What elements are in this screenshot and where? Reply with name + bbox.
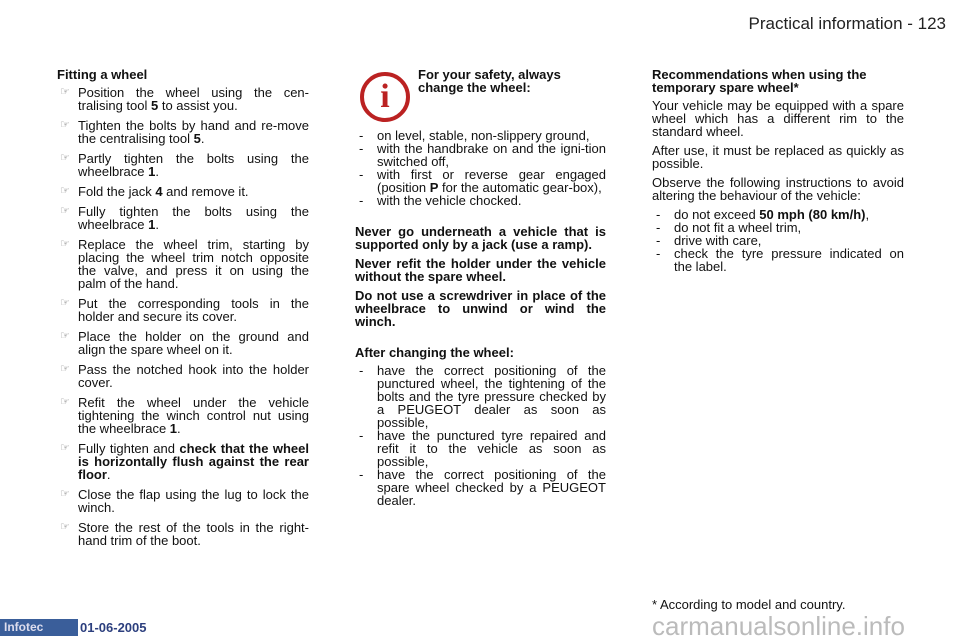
paragraph: Observe the following instructions to avoid altering the behaviour of the vehicle: (652, 175, 904, 203)
list-item (355, 364, 606, 429)
pointing-hand-icon: ☞ (60, 521, 70, 533)
text: Fully tighten the bolts using the wheelbrace (78, 204, 309, 232)
text: and remove it. (162, 184, 249, 199)
safety-column (355, 68, 606, 507)
list-item (355, 429, 606, 468)
text: with the vehicle chocked. (377, 193, 522, 208)
after-heading: After changing the wheel: (355, 345, 514, 360)
bold-text: 1 (148, 217, 156, 232)
text: Put the corresponding tools in the holder and secure its cover. (78, 296, 309, 324)
text: Close the flap using the lug to lock the winch. (78, 487, 309, 515)
text: Fold the jack (78, 184, 156, 199)
warning-text: Never go underneath a vehicle that is supported only by a jack (use a ramp). (355, 224, 606, 252)
list-item (57, 238, 309, 290)
pointing-hand-icon: ☞ (60, 330, 70, 342)
list-item (57, 442, 309, 481)
list-item (57, 521, 309, 547)
text: check the tyre pressure indicated on the label. (674, 246, 904, 274)
text: Pass the notched hook into the holder cover. (78, 362, 309, 390)
bold-text: check that the wheel is horizontally flush against the rear floor (78, 441, 309, 482)
pointing-hand-icon: ☞ (60, 185, 70, 197)
footer-date: 01-06-2005 (80, 620, 147, 635)
recommendations-column (652, 68, 904, 273)
paragraph: Your vehicle may be equipped with a spare wheel which has a different rim to the standard wheel. (652, 98, 904, 139)
text: Store the rest of the tools in the right-hand trim of the boot. (78, 520, 309, 548)
text: . (106, 467, 111, 482)
dash-marker: - (359, 428, 364, 443)
warning-text: Do not use a screwdriver in place of the wheelbrace to unwind or wind the winch. (355, 288, 606, 329)
footer (0, 619, 147, 636)
warning-text: Never refit the holder under the vehicle without the spare wheel. (355, 256, 606, 284)
dash-marker: - (359, 363, 364, 378)
text: drive with care, (674, 233, 762, 248)
list-item (57, 86, 309, 112)
paragraph: After use, it must be replaced as quickly as possible. (652, 143, 904, 171)
safety-heading: For your safety, always change the wheel: (418, 67, 561, 95)
dash-marker: - (359, 467, 364, 482)
text: Place the holder on the ground and align the spare wheel on it. (78, 329, 309, 357)
dash-marker: - (656, 220, 661, 235)
pointing-hand-icon: ☞ (60, 86, 70, 98)
bold-text: 5 (193, 131, 201, 146)
pointing-hand-icon: ☞ (60, 363, 70, 375)
dash-marker: - (359, 167, 364, 182)
list-item (57, 205, 309, 231)
text: do not exceed (674, 207, 760, 222)
pointing-hand-icon: ☞ (60, 119, 70, 131)
list-item (652, 247, 904, 273)
page-header: Practical information - 123 (748, 14, 946, 33)
list-item (355, 194, 606, 207)
list-item (57, 363, 309, 389)
list-item (57, 152, 309, 178)
text: . (177, 421, 181, 436)
bold-text: 4 (155, 184, 163, 199)
text: Refit the wheel under the vehicle tightening the winch control nut using the wheelbrace (78, 395, 309, 436)
item-text: have the correct positioning of the punctured wheel, the tightening of the bolts and the tyre pressure checked by a PEUGEOT dealer as soon as possible, (377, 363, 606, 430)
list-item (57, 488, 309, 514)
text: . (155, 164, 159, 179)
list-item (355, 168, 606, 194)
list-item (57, 330, 309, 356)
list-item (355, 142, 606, 168)
item-text: have the correct positioning of the spare wheel checked by a PEUGEOT dealer. (377, 467, 606, 508)
bold-text: 50 mph (80 km/h) (759, 207, 866, 222)
pointing-hand-icon: ☞ (60, 396, 70, 408)
text: on level, stable, non-slippery ground, (377, 128, 590, 143)
pointing-hand-icon: ☞ (60, 238, 70, 250)
dash-marker: - (656, 233, 661, 248)
pointing-hand-icon: ☞ (60, 152, 70, 164)
bold-text: 1 (148, 164, 156, 179)
text: for the automatic gear-box), (438, 180, 602, 195)
pointing-hand-icon: ☞ (60, 488, 70, 500)
section-heading: Fitting a wheel (57, 67, 148, 82)
watermark: carmanualsonline.info (652, 611, 905, 641)
list-item (57, 119, 309, 145)
recommendations-heading: Recommendations when using the temporary spare wheel* (652, 67, 867, 95)
dash-marker: - (359, 193, 364, 208)
text: do not fit a wheel trim, (674, 220, 802, 235)
bold-text: P (429, 180, 439, 195)
text: , (865, 207, 870, 222)
footnote: * According to model and country. (652, 597, 846, 612)
bold-text: 1 (169, 421, 178, 436)
list-item (57, 297, 309, 323)
list-item (57, 396, 309, 435)
infotec-logo: Infotec (0, 619, 78, 636)
bold-text: 5 (150, 98, 159, 113)
pointing-hand-icon: ☞ (60, 205, 70, 217)
text: Replace the wheel trim, starting by placing the wheel trim notch opposite the valve, and press it on using the palm of the hand. (78, 237, 309, 291)
text: Partly tighten the bolts using the wheelbrace (78, 151, 309, 179)
dash-marker: - (656, 246, 661, 261)
dash-marker: - (656, 207, 661, 222)
text: with the handbrake on and the igni-tion switched off, (377, 141, 606, 169)
pointing-hand-icon: ☞ (60, 442, 70, 454)
text: Tighten the bolts by hand and re-move the centralising tool (78, 118, 309, 146)
text: . (200, 131, 205, 146)
text: to assist you. (158, 98, 238, 113)
item-text: have the punctured tyre repaired and refit it to the vehicle as soon as possible, (377, 428, 606, 469)
dash-marker: - (359, 141, 364, 156)
text: Position the wheel using the cen-tralising tool (78, 85, 309, 113)
text: Fully tighten and (78, 441, 180, 456)
list-item (355, 468, 606, 507)
list-item (57, 185, 309, 198)
dash-marker: - (359, 128, 364, 143)
text: . (155, 217, 159, 232)
fitting-wheel-column (57, 68, 309, 554)
text: with first or reverse gear engaged (position (377, 167, 606, 195)
pointing-hand-icon: ☞ (60, 297, 70, 309)
info-icon: i (360, 72, 410, 122)
